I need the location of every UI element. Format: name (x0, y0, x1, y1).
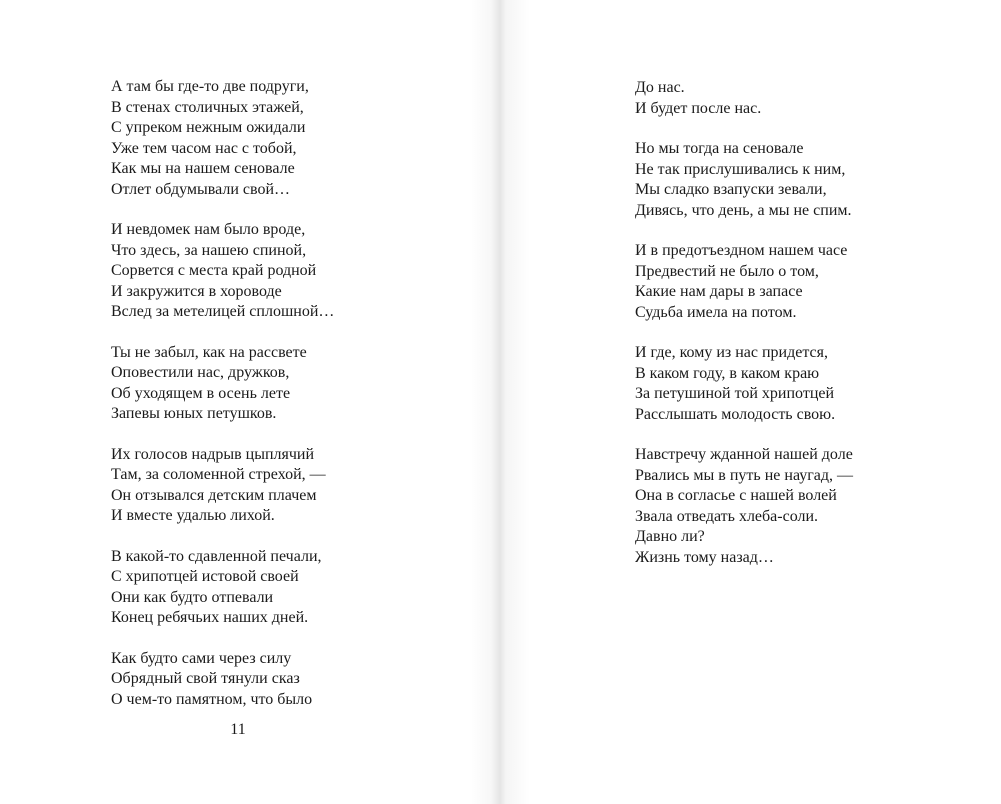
poem-line: В стенах столичных этажей, (111, 98, 304, 116)
right-poem-text (635, 78, 853, 588)
stanza (635, 139, 853, 221)
poem-line: Что здесь, за нашею спиной, (111, 241, 307, 259)
poem-line: И вместе удалью лихой. (111, 507, 275, 524)
poem-line: И невдомек нам было вроде, (111, 221, 306, 238)
poem-line: Звала отведать хлеба-соли. (635, 507, 819, 525)
poem-line: Об уходящем в осень лете (111, 384, 291, 402)
poem-line: Расслышать молодость свою. (635, 405, 836, 423)
poem-line: Обрядный свой тянули сказ (111, 670, 300, 687)
poem-line: Уже тем часом нас с тобой, (111, 139, 297, 157)
poem-line: А там бы где-то две подруги, (111, 78, 309, 95)
poem-line: Ты не забыл, как на рассвете (111, 343, 307, 361)
poem-line: Но мы тогда на сеновале (635, 140, 804, 157)
poem-line: Мы сладко взапуски зевали, (635, 181, 827, 198)
poem-line: До нас. (635, 79, 685, 96)
poem-line: Рвались мы в путь не наугад, — (635, 466, 854, 484)
poem-line: И где, кому из нас придется, (635, 344, 829, 361)
right-page (500, 0, 1001, 804)
poem-line: Отлет обдумывали свой… (111, 180, 291, 198)
page-number: 11 (230, 721, 246, 738)
poem-line: О чем-то памятном, что было (111, 690, 313, 708)
poem-line: В какой-то сдавленной печали, (111, 547, 322, 565)
poem-line: И закружится в хороводе (111, 282, 282, 300)
poem-line: За петушиной той хрипотцей (635, 385, 835, 402)
stanza (635, 78, 853, 119)
poem-line: Какие нам дары в запасе (635, 283, 803, 300)
poem-line: И в предотъездном нашем часе (635, 242, 848, 259)
poem-line: Предвестий не было о том, (635, 262, 819, 280)
stanza (111, 220, 334, 323)
poem-line: Они как будто отпевали (111, 588, 274, 606)
poem-line: Оповестили нас, дружков, (111, 364, 290, 381)
stanza (635, 343, 853, 425)
stanza (635, 241, 853, 323)
poem-line: Запевы юных петушков. (111, 405, 277, 422)
poem-line: Дивясь, что день, а мы не спим. (635, 201, 852, 219)
left-page (0, 0, 500, 804)
stanza (111, 649, 334, 711)
poem-line: В каком году, в каком краю (635, 364, 820, 382)
poem-line: С упреком нежным ожидали (111, 119, 306, 136)
poem-line: Как будто сами через силу (111, 649, 292, 667)
poem-line: Как мы на нашем сеновале (111, 160, 295, 177)
poem-line: Судьба имела на потом. (635, 303, 797, 321)
poem-line: Вслед за метелицей сплошной… (111, 303, 335, 320)
poem-line: Навстречу жданной нашей доле (635, 446, 853, 463)
poem-line: Конец ребячьих наших дней. (111, 609, 309, 626)
stanza (111, 445, 334, 527)
stanza (111, 77, 334, 200)
poem-line: И будет после нас. (635, 99, 762, 117)
poem-line: Их голосов надрыв цыплячий (111, 445, 315, 463)
poem-line: Не так прислушивались к ним, (635, 160, 846, 178)
stanza (635, 445, 853, 568)
poem-line: Давно ли? (635, 528, 705, 545)
poem-line: Он отзывался детским плачем (111, 486, 317, 504)
poem-line: Жизнь тому назад… (635, 548, 774, 566)
poem-line: Она в согласье с нашей волей (635, 487, 837, 504)
poem-line: Сорвется с места край родной (111, 262, 317, 279)
left-poem-text (111, 77, 334, 730)
stanza (111, 343, 334, 425)
poem-line: С хрипотцей истовой своей (111, 568, 299, 585)
stanza (111, 547, 334, 629)
poem-line: Там, за соломенной стрехой, — (111, 466, 326, 483)
